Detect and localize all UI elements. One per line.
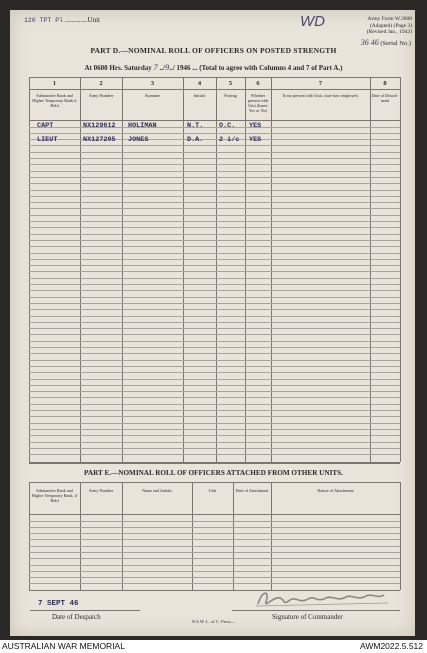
- part-d-row-rule: [29, 202, 400, 203]
- part-e-column-rule: [192, 482, 193, 590]
- commander-signature: [252, 586, 392, 612]
- part-d-row-rule: [29, 341, 400, 342]
- part-e-row-rule: [29, 527, 400, 528]
- part-d-row-rule: [29, 297, 400, 298]
- column-number: 2: [99, 80, 103, 87]
- part-e-row-rule: [29, 521, 400, 522]
- column-header: Posting: [224, 93, 237, 98]
- part-e-row-rule: [29, 565, 400, 566]
- part-d-row-rule: [29, 391, 400, 392]
- column-header: Army Number: [88, 93, 114, 98]
- part-e-column-rule: [271, 482, 272, 590]
- part-d-row-rule: [29, 259, 400, 260]
- part-e-row-rule: [29, 577, 400, 578]
- part-e-column-header: Army Number: [88, 488, 114, 493]
- table-cell-surname: HOLIMAN: [128, 122, 157, 130]
- table-cell-rank: LIEUT: [37, 136, 58, 144]
- part-d-row-rule: [29, 416, 400, 417]
- part-e-column-rule: [80, 482, 81, 590]
- form-title: Army Form W.3008: [367, 16, 412, 22]
- part-e-row-rule: [29, 558, 400, 559]
- table-cell-rank: CAPT: [37, 122, 54, 130]
- part-d-row-rule: [29, 208, 400, 209]
- column-number: 8: [383, 80, 387, 87]
- handwritten-mark: WD: [300, 13, 325, 30]
- part-e-column-header: Unit: [208, 488, 217, 493]
- table-cell-posting: 2 i/c: [219, 136, 240, 144]
- part-d-row-rule: [29, 309, 400, 310]
- part-d-row-rule: [29, 435, 400, 436]
- part-d-row-rule: [29, 360, 400, 361]
- part-d-row-rule: [29, 284, 400, 285]
- part-e-row-rule: [29, 539, 400, 540]
- part-d-row-rule: [29, 429, 400, 430]
- part-e-column-header: Name and Initials: [142, 488, 172, 493]
- column-number: 4: [197, 80, 202, 87]
- column-number: 5: [228, 80, 233, 87]
- part-e-row-rule: [29, 546, 400, 547]
- part-d-row-rule: [29, 423, 400, 424]
- serial-label: (Serial No.): [380, 40, 411, 47]
- part-d-row-rule: [29, 316, 400, 317]
- column-header: Initials: [193, 93, 206, 98]
- part-d-row-rule: [29, 196, 400, 197]
- part-d-row-rule: [29, 177, 400, 178]
- part-d-row-rule: [29, 183, 400, 184]
- part-d-row-rule: [29, 215, 400, 216]
- column-header: Surname: [145, 93, 160, 98]
- column-header: Date of Detach-ment: [371, 93, 399, 103]
- column-number: 3: [150, 80, 155, 87]
- part-d-column-rule: [400, 77, 401, 462]
- column-header: If not present with Unit, state how employed.: [282, 93, 359, 98]
- despatch-label: Date of Despatch: [52, 613, 101, 621]
- part-e-top-rule: [29, 463, 400, 464]
- part-e-title: PART E.—NOMINAL ROLL OF OFFICERS ATTACHED FROM OTHER UNITS.: [84, 469, 343, 477]
- part-e-row-rule: [29, 552, 400, 553]
- part-d-row-rule: [29, 240, 400, 241]
- unit-dots: .............: [63, 16, 88, 24]
- part-d-row-rule: [29, 448, 400, 449]
- part-d-row-rule: [29, 397, 400, 398]
- at-suffix: (Total to agree with Columns 4 and 7 of Part A.): [199, 64, 343, 72]
- caption-right: AWM2022.5.512: [360, 641, 423, 651]
- unit-line: [24, 16, 100, 24]
- part-d-row-rule: [29, 190, 400, 191]
- serial-value: 36 46: [360, 38, 379, 47]
- part-d-row-rule: [29, 158, 400, 159]
- part-d-row-rule: [29, 253, 400, 254]
- printer-imprint: N.S.W. L. of C. Press—: [191, 619, 236, 624]
- column-number: 7: [318, 80, 323, 87]
- date-year: 1946: [176, 64, 191, 72]
- unit-typed-value: 120 TPT Pl: [24, 17, 64, 24]
- part-d-row-rule: [29, 133, 400, 134]
- part-e-row-rule: [29, 583, 400, 584]
- table-cell-present: YES: [249, 122, 262, 130]
- part-d-row-rule: [29, 322, 400, 323]
- part-d-date-line: At 0600 Hrs. Saturday 7 ../9../ 1946 ... (Total to agree with Columns 4 and 7 of Part A.): [84, 62, 343, 72]
- part-d-row-rule: [29, 379, 400, 380]
- signature-rule: [232, 610, 400, 611]
- part-e-header-rule: [29, 514, 400, 515]
- despatch-date-value: 7 SEPT 46: [38, 600, 79, 608]
- part-d-row-rule: [29, 271, 400, 272]
- part-d-row-rule: [29, 152, 400, 153]
- part-e-column-header: Substantive Rank and Higher Temporary Rank, if Held: [31, 488, 78, 503]
- part-d-row-rule: [29, 347, 400, 348]
- part-d-row-rule: [29, 410, 400, 411]
- part-d-row-rule: [29, 385, 400, 386]
- part-d-row-rule: [29, 366, 400, 367]
- despatch-rule: [30, 610, 140, 611]
- part-d-row-rule: [29, 454, 400, 455]
- part-d-row-rule: [29, 164, 400, 165]
- part-d-row-rule: [29, 171, 400, 172]
- part-d-row-rule: [29, 290, 400, 291]
- table-cell-initials: D.A.: [187, 136, 204, 144]
- part-d-title: PART D.—NOMINAL ROLL OF OFFICERS ON POSTED STRENGTH: [90, 46, 337, 55]
- part-e-border-top: [29, 482, 400, 483]
- part-d-row-rule: [29, 334, 400, 335]
- date-day: 7: [153, 62, 158, 72]
- table-cell-number: NX127205: [83, 136, 116, 144]
- form-reference: [342, 16, 412, 36]
- part-e-column-header: Date of Attachment: [235, 488, 269, 493]
- part-e-column-rule: [233, 482, 234, 590]
- caption-bar: [0, 640, 427, 653]
- form-revised: (Revised Jan., 1942): [366, 29, 412, 35]
- column-header: Whether present with Unit (Insert Yes or No): [247, 93, 269, 113]
- part-d-header-rule: [29, 120, 400, 121]
- part-d-row-rule: [29, 265, 400, 266]
- part-d-row-rule: [29, 278, 400, 279]
- part-e-column-rule: [122, 482, 123, 590]
- signature-label: Signature of Commander: [272, 613, 343, 621]
- part-d-row-rule: [29, 353, 400, 354]
- part-d-border-top: [29, 77, 400, 78]
- part-e-row-rule: [29, 533, 400, 534]
- part-d-row-rule: [29, 227, 400, 228]
- column-number: 6: [256, 80, 260, 87]
- part-d-row-rule: [29, 372, 400, 373]
- part-d-row-rule: [29, 328, 400, 329]
- date-month: 9: [164, 62, 170, 72]
- table-cell-number: NX129612: [83, 122, 116, 130]
- part-d-row-rule: [29, 303, 400, 304]
- part-d-row-rule: [29, 221, 400, 222]
- table-cell-posting: O.C.: [219, 122, 236, 130]
- column-number: 1: [52, 80, 57, 87]
- part-e-column-header: Nature of Attachment: [317, 488, 354, 493]
- part-e-column-rule: [400, 482, 401, 590]
- form-adapted: (Adapted) (Page 3): [369, 22, 412, 29]
- part-d-row-rule: [29, 442, 400, 443]
- part-d-row-rule: [29, 145, 400, 146]
- table-cell-present: YES: [249, 136, 262, 144]
- table-cell-initials: N.T.: [187, 122, 204, 130]
- part-d-row-rule: [29, 404, 400, 405]
- column-header: Substantive Rank and Higher Temporary Rank if Held: [32, 93, 77, 108]
- caption-left: AUSTRALIAN WAR MEMORIAL: [2, 641, 125, 651]
- at-prefix: At 0600 Hrs. Saturday: [84, 64, 152, 72]
- part-d-row-rule: [29, 246, 400, 247]
- part-d-number-rule: [29, 89, 400, 90]
- table-cell-surname: JONES: [128, 136, 149, 144]
- unit-label: Unit: [87, 16, 100, 24]
- part-d-row-rule: [29, 234, 400, 235]
- part-e-row-rule: [29, 571, 400, 572]
